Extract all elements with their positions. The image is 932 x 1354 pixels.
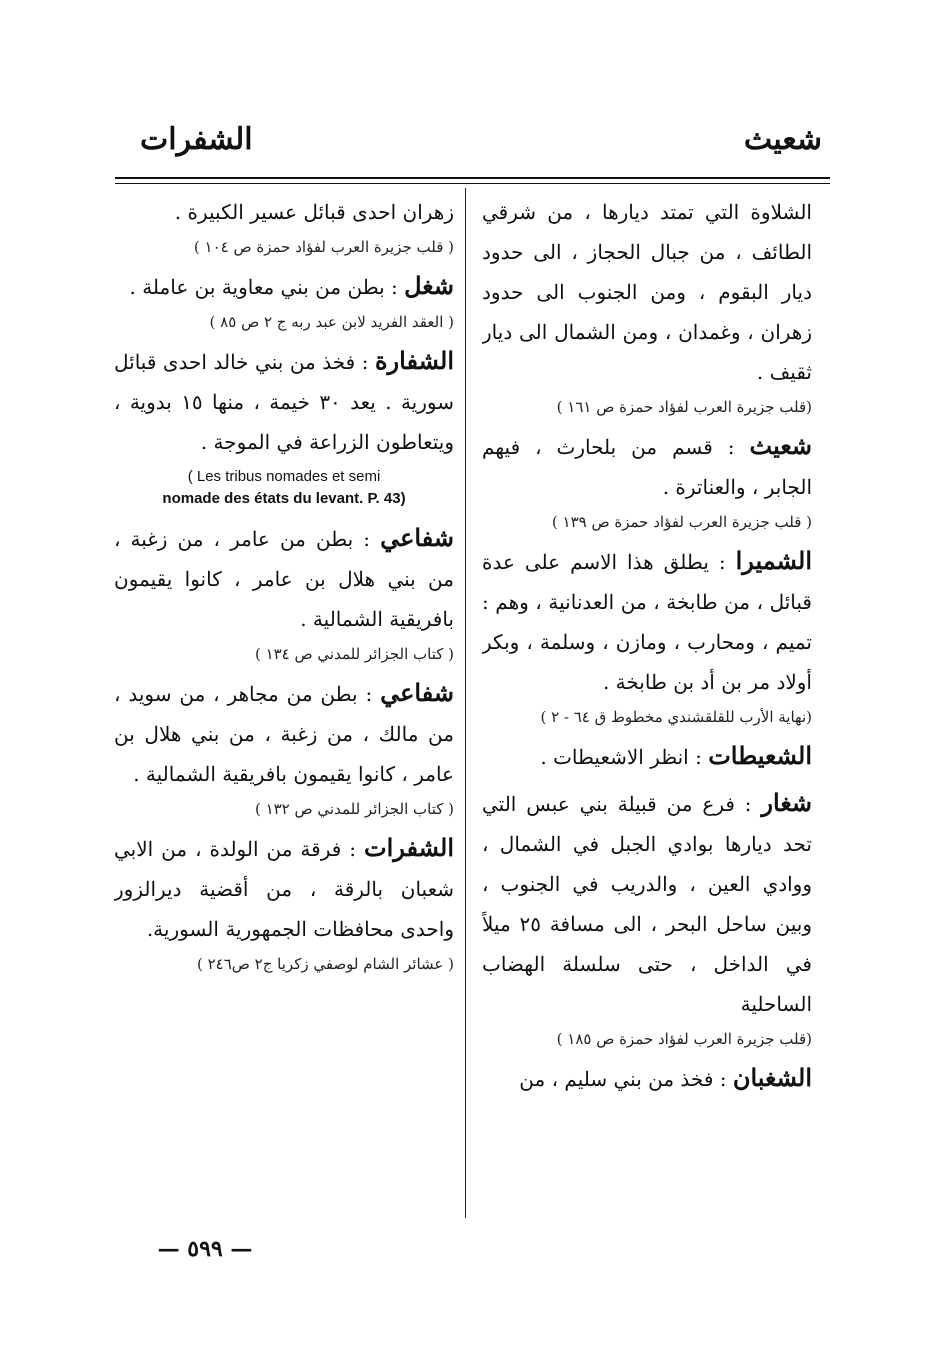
left-column [114,192,454,1222]
entry [114,673,454,794]
latin-source-citation [114,466,454,510]
running-head-left: الشفرات [140,122,253,157]
entry-text: : قسم من بلحارث ، فيهم الجابر ، والعناترة . [482,435,812,499]
source-citation: (نهاية الأرب للقلقشندي مخطوط ق ٦٤ - ٢ ) [540,708,812,726]
entry-term: الشميرا [735,546,812,575]
entry-text: : بطن من مجاهر ، من سويد ، من مالك ، من زغبة ، من بني هلال بن عامر ، كانوا يقيمون بافريقية الشمالية . [114,682,454,786]
entry-term: شعيث [749,431,812,460]
source-citation: (قلب جزيرة العرب لفؤاد حمزة ص ١٦١ ) [556,398,812,416]
entry-text: زهران احدى قبائل عسير الكبيرة . [174,200,454,224]
entry-text: : انظر الاشعيطات . [540,745,702,769]
entry [482,736,812,777]
entry-term: الشفرات [363,833,454,862]
entry [482,541,812,702]
entry [482,192,812,392]
latin-source-line-1: ( Les tribus nomades et semi [187,468,381,485]
column-divider [465,188,466,1218]
entry-term: شغار [761,788,812,817]
entry [482,426,812,507]
header-rule-thick [115,177,830,179]
entry-text: : بطن من بني معاوية بن عاملة . [129,275,398,299]
entry-term: شغل [404,271,454,300]
source-citation: ( عشائر الشام لوصفي زكريا ج٢ ص٢٤٦ ) [196,955,454,973]
source-citation: ( كتاب الجزائر للمدني ص ١٣٤ ) [254,645,454,663]
source-citation: ( العقد الفريد لابن عبد ربه ج ٢ ص ٨٥ ) [209,313,454,331]
entry-term: شفاعي [380,678,454,707]
header-rule-thin [115,183,830,184]
right-column [482,192,812,1222]
source-citation: (قلب جزيرة العرب لفؤاد حمزة ص ١٨٥ ) [556,1030,812,1048]
entry-text: الشلاوة التي تمتد ديارها ، من شرقي الطائف ، من جبال الحجاز ، الى حدود ديار البقوم ، ومن الجنوب الى حدود زهران ، وغمدان ، ومن الشمال الى ديار ثقيف . [482,200,812,384]
entry [482,783,812,1024]
entry-term: الشفارة [374,346,454,375]
latin-source-line-2: nomade des états du levant. P. 43) [162,490,406,507]
entry-term: الشغبان [732,1063,812,1092]
entry-text: : يطلق هذا الاسم على عدة قبائل ، من طابخة ، من العدنانية ، وهم : تميم ، ومحارب ، ومازن ، وسلمة ، وبكر أولاد مر بن أد بن طابخة . [482,550,812,694]
entry-text: : فرقة من الولدة ، من الابي شعبان بالرقة ، من أقضية ديرالزور واحدى محافظات الجمهورية السورية. [114,837,454,941]
source-citation: ( قلب جزيرة العرب لفؤاد حمزة ص ١٣٩ ) [551,513,812,531]
running-head-right: شعيث [743,122,822,157]
page-number: — ٥٩٩ — [157,1236,253,1262]
source-citation: ( كتاب الجزائر للمدني ص ١٣٢ ) [254,800,454,818]
entry-term: شفاعي [380,523,454,552]
entry [482,1058,812,1099]
entry [114,828,454,949]
entry-term: الشعيطات [708,741,812,770]
entry-text: : فرع من قبيلة بني عبس التي تحد ديارها بوادي الجبل في الشمال ، ووادي العين ، والدريب في الجنوب ، وبين ساحل البحر ، الى مسافة ٢٥ ميلاً في الداخل ، حتى سلسلة الهضاب الساحلية [482,792,812,1016]
entry [114,192,454,232]
entry-text: : فخذ من بني سليم ، من [519,1067,727,1091]
entry-text: : بطن من عامر ، من زغبة ، من بني هلال بن عامر ، كانوا يقيمون بافريقية الشمالية . [114,527,454,631]
entry [114,266,454,307]
entry [114,518,454,639]
source-citation: ( قلب جزيرة العرب لفؤاد حمزة ص ١٠٤ ) [193,238,454,256]
entry-text: : فخذ من بني خالد احدى قبائل سورية . يعد ٣٠ خيمة ، منها ١٥ بدوية ، ويتعاطون الزراعة في الموجة . [114,350,454,454]
entry [114,341,454,462]
